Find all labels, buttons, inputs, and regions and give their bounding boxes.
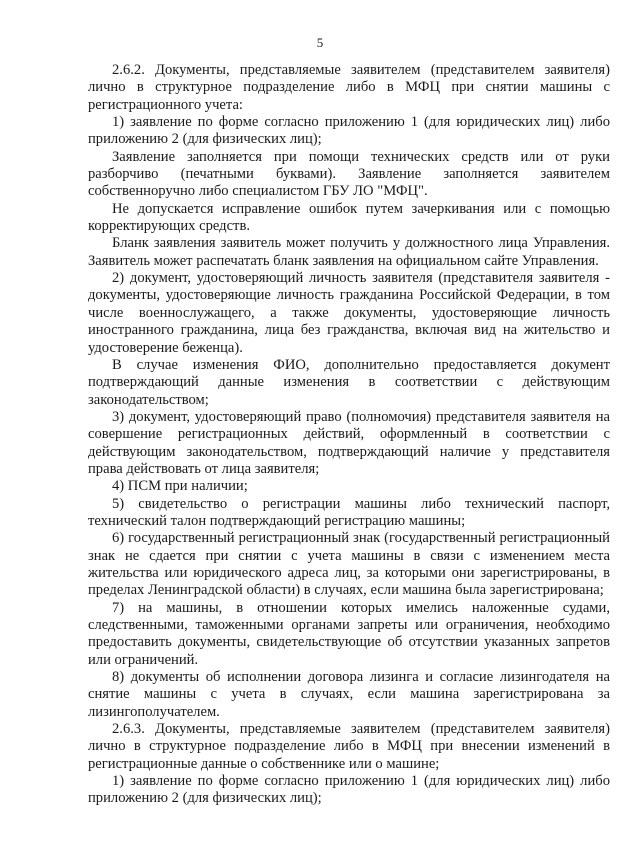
paragraph-item-7-restrictions: 7) на машины, в отношении которых имелись наложенные судами, следственными, таможенными органами запреты или ограничения, необходимо предоставить документы, свидетельствующие об отсутствии указанных запретов или ограничений.	[88, 599, 610, 668]
paragraph-item-5-certificate: 5) свидетельство о регистрации машины либо технический паспорт, технический талон подтверждающий регистрацию машины;	[88, 495, 610, 529]
document-body	[88, 62, 610, 808]
paragraph-no-corrections: Не допускается исправление ошибок путем зачеркивания или с помощью корректирующих средств.	[88, 200, 610, 235]
paragraph-item-6-plate: 6) государственный регистрационный знак (государственный регистрационный знак не сдается при снятии с учета машины в связи с изменением места жительства или юридического адреса лиц, за которыми они зарегистрированы, в пределах Ленинградской области) в случаях, если машина была зарегистрирована;	[88, 530, 610, 599]
paragraph-item-3-authority: 3) документ, удостоверяющий право (полномочия) представителя заявителя на совершение регистрационных действий, оформленный в соответствии с действующим законодательством, подтверждающий наличие у представителя права действовать от лица заявителя;	[88, 408, 610, 477]
paragraph-application-filling: Заявление заполняется при помощи технических средств или от руки разборчиво (печатными буквами). Заявление заполняется заявителем собственноручно либо специалистом ГБУ ЛО "МФЦ".	[88, 148, 610, 200]
paragraph-blank-form: Бланк заявления заявитель может получить у должностного лица Управления. Заявитель может распечатать бланк заявления на официальном сайте Управления.	[88, 235, 610, 269]
paragraph-2-6-2: 2.6.2. Документы, представляемые заявителем (представителем заявителя) лично в структурное подразделение либо в МФЦ при снятии машины с регистрационного учета:	[88, 62, 610, 113]
paragraph-2-6-3-item-1: 1) заявление по форме согласно приложению 1 (для юридических лиц) либо приложению 2 (для физических лиц);	[88, 773, 610, 807]
page-number: 5	[316, 35, 324, 50]
paragraph-item-4-psm: 4) ПСМ при наличии;	[112, 478, 248, 495]
paragraph-2-6-3: 2.6.3. Документы, представляемые заявителем (представителем заявителя) лично в структурное подразделение либо в МФЦ при внесении изменений в регистрационные данные о собственнике или о машине;	[88, 721, 610, 772]
paragraph-item-1-application: 1) заявление по форме согласно приложению 1 (для юридических лиц) либо приложению 2 (для физических лиц);	[88, 114, 610, 148]
paragraph-item-2-identity: 2) документ, удостоверяющий личность заявителя (представителя заявителя - документы, удостоверяющие личность гражданина Российской Федерации, в том числе военнослужащего, а также документы, удостоверяющие личность иностранного гражданина, лица без гражданства, включая вид на жительство и удостоверение беженца).	[88, 270, 610, 356]
paragraph-item-8-leasing: 8) документы об исполнении договора лизинга и согласие лизингодателя на снятие машины с учета в случаях, если машина зарегистрирована за лизингополучателем.	[88, 669, 610, 720]
paragraph-name-change: В случае изменения ФИО, дополнительно предоставляется документ подтверждающий данные изменения в соответствии с действующим законодательством;	[88, 356, 610, 408]
